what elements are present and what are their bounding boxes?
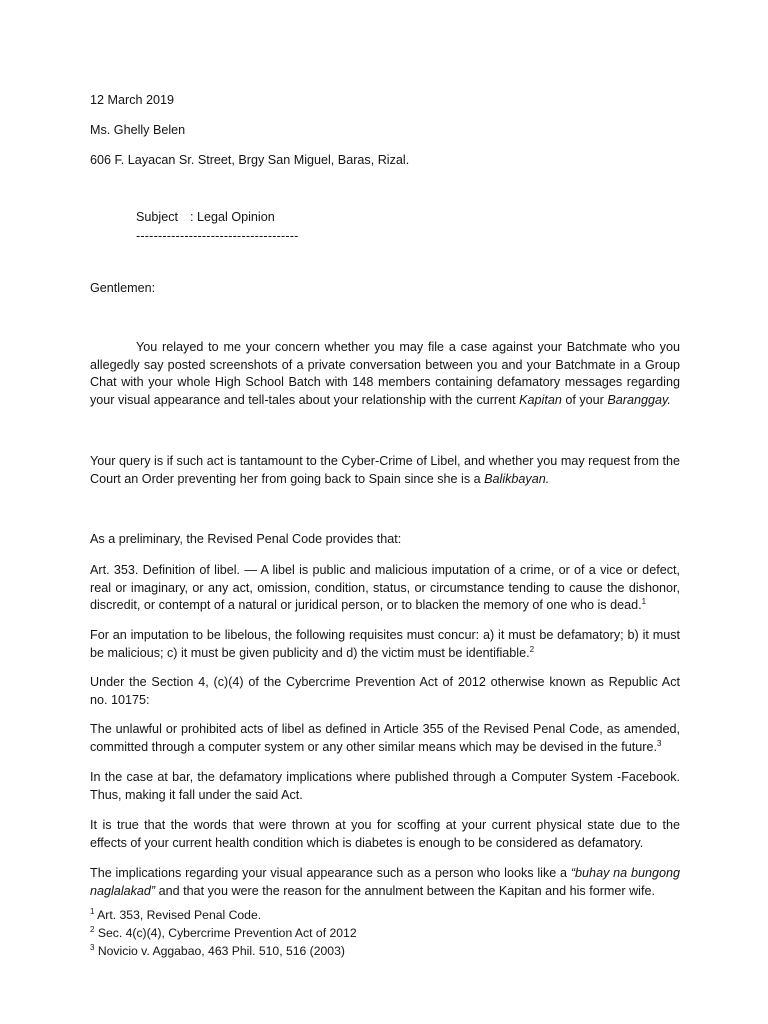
recipient-name: Ms. Ghelly Belen: [90, 123, 186, 137]
footnote-1-number: 1: [90, 906, 95, 916]
paragraph-cybercrime-section: Under the Section 4, (c)(4) of the Cybercrime Prevention Act of 2012 otherwise known as Republic Act no. 10175:: [90, 675, 680, 707]
subject-rule: -------------------------------------: [136, 229, 299, 243]
subject-line: [136, 209, 275, 227]
paragraph-query: [90, 453, 680, 488]
footnote-3: [90, 943, 345, 961]
p7-text: The unlawful or prohibited acts of libel as defined in Article 355 of the Revised Penal Code, as amended, committed through a computer system or any other similar means which may be devised in the future.: [90, 722, 680, 754]
paragraph-art-353: [90, 562, 680, 615]
p5-text: For an imputation to be libelous, the following requisites must concur: a) it must be defamatory; b) it must be malicious; c) it must be given publicity and d) the victim must be identifiable.: [90, 628, 680, 660]
footnote-3-text: Novicio v. Aggabao, 463 Phil. 510, 516 (2003): [94, 944, 345, 958]
subject-label: Subject: [136, 210, 179, 224]
subject-value: : Legal Opinion: [190, 210, 275, 224]
letter-date: 12 March 2019: [90, 93, 175, 107]
footnote-ref-2: 2: [529, 644, 535, 654]
paragraph-unlawful-acts: [90, 721, 680, 756]
paragraph-concern: [90, 339, 680, 409]
footnote-1: [90, 907, 261, 925]
p4-text: Art. 353. Definition of libel. — A libel is public and malicious imputation of a crime, or of a vice or defect, real or imaginary, or any act, omission, condition, status, or circumstance tending to cause the dishonor, discredit, or contempt of a natural or juridical person, or to blacken the memory of one who is dead.: [90, 563, 680, 613]
recipient-address: 606 F. Layacan Sr. Street, Brgy San Miguel, Baras, Rizal.: [90, 153, 410, 167]
p10-quote: “buhay na bungong naglalakad”: [90, 866, 680, 898]
footnote-ref-1: 1: [641, 597, 647, 606]
paragraph-preliminary: As a preliminary, the Revised Penal Code provides that:: [90, 532, 402, 546]
footnote-ref-3: 3: [656, 738, 662, 748]
p1-barangay: Baranggay.: [607, 392, 671, 407]
footnote-2-text: Sec. 4(c)(4), Cybercrime Prevention Act of 2012: [94, 926, 357, 940]
footnote-2-number: 2: [90, 924, 95, 934]
paragraph-requisites: [90, 627, 680, 662]
p1-text: You relayed to me your concern whether you may file a case against your Batchmate who you allegedly say posted screenshots of a private conversation between you and your Batchmate in a Group Chat with your whole High School Batch with 148 members containing defamatory messages regarding your visual appearance and tell-tales about your relationship with the current: [90, 340, 680, 407]
p1-kapitan: Kapitan: [519, 392, 562, 407]
paragraph-implications: [90, 865, 680, 900]
footnote-1-text: Art. 353, Revised Penal Code.: [94, 908, 262, 922]
footnote-3-number: 3: [90, 942, 95, 952]
p10-text-start: The implications regarding your visual appearance such as a person who looks like a: [90, 866, 571, 880]
p2-balikbayan: Balikbayan.: [484, 471, 550, 486]
footnote-2: [90, 925, 357, 943]
paragraph-words-thrown: It is true that the words that were thrown at you for scoffing at your current physical state due to the effects of your current health condition which is diabetes is enough to be considered as defamatory.: [90, 818, 680, 850]
paragraph-case-at-bar: In the case at bar, the defamatory implications where published through a Computer System -Facebook. Thus, making it fall under the said Act.: [90, 770, 680, 802]
p2-text: Your query is if such act is tantamount to the Cyber-Crime of Libel, and whether you may request from the Court an Order preventing her from going back to Spain since she is a: [90, 454, 680, 486]
salutation: Gentlemen:: [90, 281, 156, 295]
p10-text-end: and that you were the reason for the annulment between the Kapitan and his former wife.: [155, 883, 655, 898]
p1-of: of your: [561, 392, 608, 407]
